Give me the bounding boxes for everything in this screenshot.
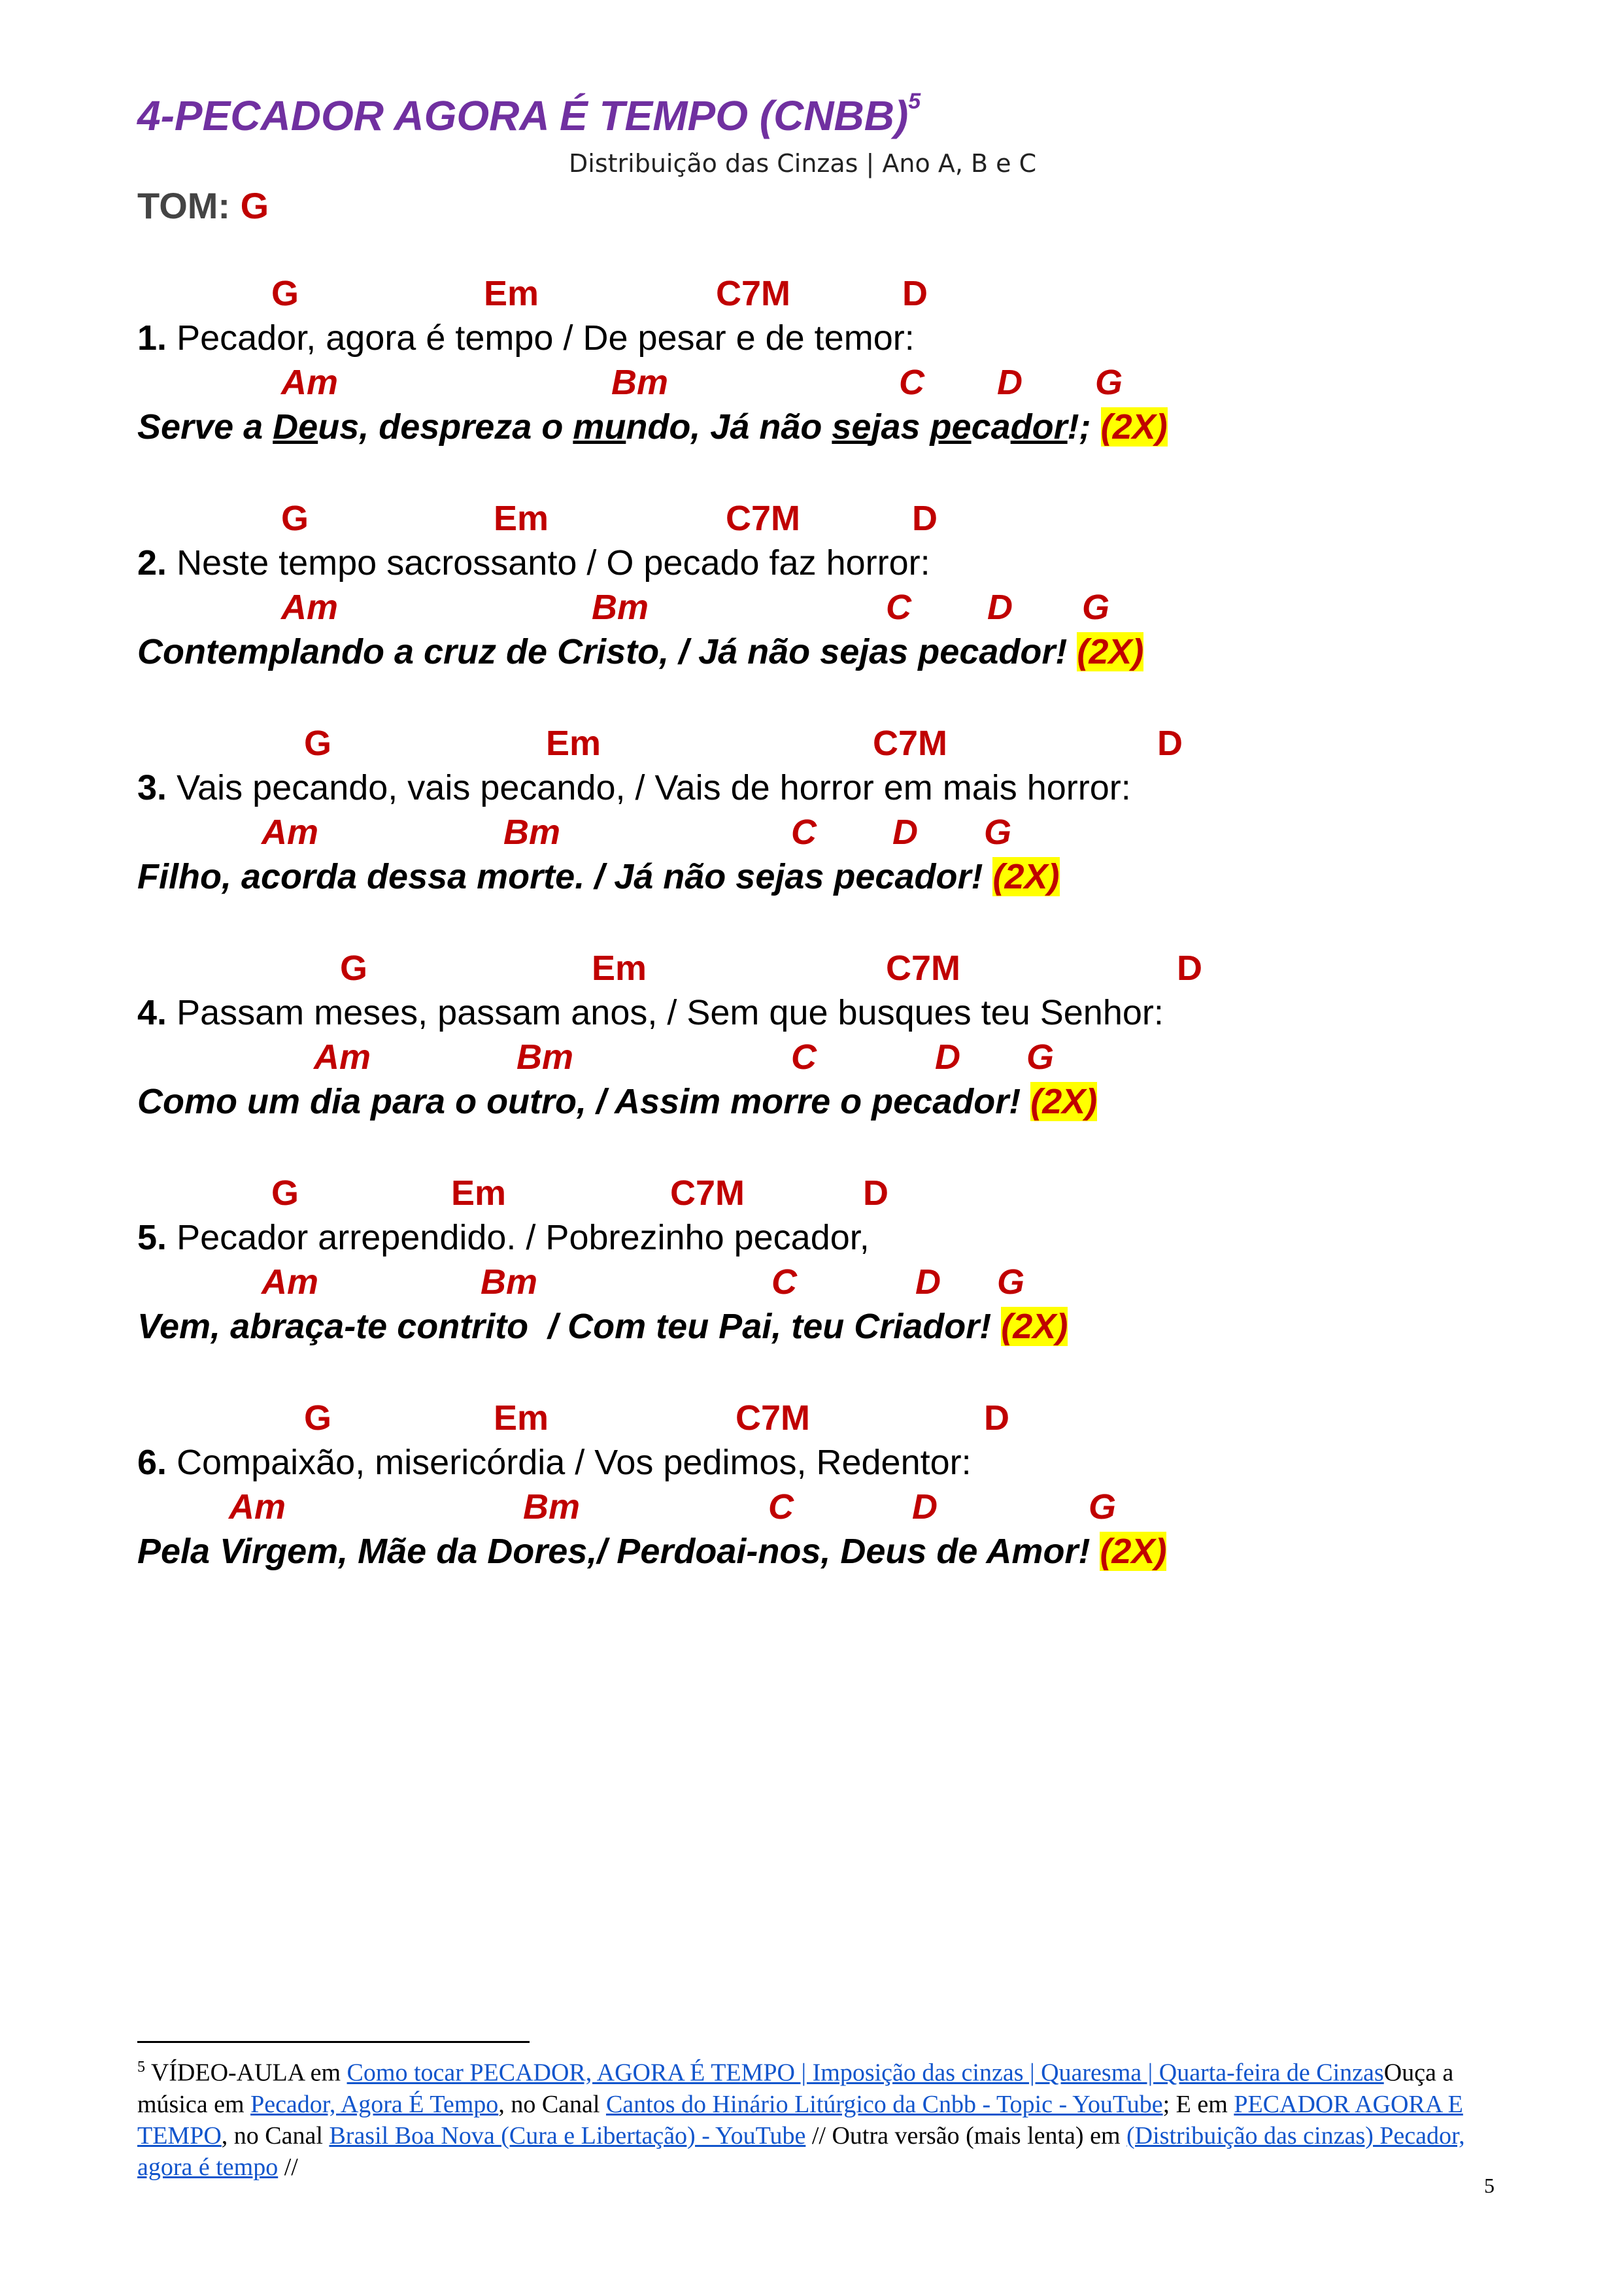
chord: C7M [736,1398,811,1438]
chord: G [997,1262,1025,1302]
song-link[interactable]: Pecador, Agora É Tempo [250,2090,499,2118]
chord: D [912,499,938,538]
repeat-badge: (2X) [1100,407,1168,447]
chord: G [304,724,332,763]
chord: Em [494,499,549,538]
verse-line: 6. Compaixão, misericórdia / Vos pedimos, Redentor: [137,1443,972,1482]
chord: D [863,1173,888,1213]
chord: Bm [503,813,561,852]
chord: D [892,813,918,852]
footnote-ref[interactable]: 5 [908,89,921,114]
chord: D [997,363,1023,402]
chord: Am [262,1262,319,1302]
chord: C [886,588,911,627]
refrain-line: Como um dia para o outro, / Assim morre o pecador! (2X) [137,1082,1098,1121]
chord: G [271,1173,299,1213]
chord: Am [281,363,339,402]
verse-line: 2. Neste tempo sacrossanto / O pecado faz horror: [137,543,930,582]
chord: Bm [611,363,669,402]
verse-line: 5. Pecador arrependido. / Pobrezinho pecador, [137,1218,870,1257]
channel-link-cnbb[interactable]: Cantos do Hinário Litúrgico da Cnbb - Topic - YouTube [605,2090,1163,2118]
chord: G [1082,588,1110,627]
chord: C [771,1262,797,1302]
chord: G [281,499,309,538]
chord: D [1177,949,1202,988]
chord: G [984,813,1012,852]
chord: G [340,949,368,988]
chord: Bm [592,588,649,627]
chord: Bm [516,1037,574,1077]
chord: C7M [670,1173,745,1213]
chord: C7M [716,274,791,313]
verse-line: 3. Vais pecando, vais pecando, / Vais de horror em mais horror: [137,768,1131,807]
chord: C7M [726,499,801,538]
chord: C7M [886,949,961,988]
channel-link-boa-nova[interactable]: Brasil Boa Nova (Cura e Libertação) - YouTube [329,2121,806,2150]
chord: D [984,1398,1009,1438]
song-link-alt[interactable]: PECADOR AGORA E TEMPO [137,2090,1463,2150]
chord: Em [484,274,539,313]
chord: D [987,588,1013,627]
repeat-badge: (2X) [1077,632,1144,671]
chord: Em [451,1173,507,1213]
chord: C [768,1487,794,1527]
footnote: $^5$ VÍDEO-AULA em Como tocar PECADOR, AGORA É TEMPO | Imposição das cinzas | Quaresma | Quarta-feira de CinzasOuça a música em Pecador, Agora É Tempo, no Canal Cantos do Hinário Litúrgico da Cnbb - Topic - YouTube; E em PECADOR AGORA E TEMPO, no Canal Brasil Boa Nova (Cura e Libertação) - YouTube // Outra versão (mais lenta) em (Distribuição das cinzas) Pecador, agora é tempo // [137,2059,1465,2181]
chord: D [915,1262,941,1302]
chord: G [1026,1037,1055,1077]
subtitle: Distribuição das Cinzas | Ano A, B e C [569,149,1037,178]
refrain-line: Pela Virgem, Mãe da Dores,/ Perdoai-nos, Deus de Amor! (2X) [137,1532,1167,1571]
chord: D [935,1037,960,1077]
chord: D [1157,724,1183,763]
chord: D [902,274,928,313]
repeat-badge: (2X) [1100,1532,1167,1571]
page-number: 5 [1484,2174,1495,2197]
chord: Am [281,588,339,627]
verse-line: 4. Passam meses, passam anos, / Sem que busques teu Senhor: [137,993,1164,1032]
verse-line: 1. Pecador, agora é tempo / De pesar e de temor: [137,318,915,358]
chord: D [912,1487,938,1527]
chord: Em [546,724,601,763]
repeat-badge: (2X) [1001,1307,1068,1346]
chord: Bm [481,1262,538,1302]
chord: C7M [873,724,948,763]
refrain-line: Contemplando a cruz de Cristo, / Já não sejas pecador! (2X) [137,632,1144,671]
chord: C [899,363,924,402]
key-label: TOM: [137,185,231,226]
chord: Em [494,1398,549,1438]
chord: G [304,1398,332,1438]
chord: Am [314,1037,371,1077]
refrain-line: Vem, abraça-te contrito / Com teu Pai, teu Criador! (2X) [137,1307,1068,1346]
chord: G [1089,1487,1117,1527]
repeat-badge: (2X) [992,857,1060,896]
chord: C [791,813,817,852]
chord: Am [229,1487,286,1527]
chord: Bm [523,1487,581,1527]
refrain-line: Filho, acorda dessa morte. / Já não sejas pecador! (2X) [137,857,1060,896]
video-lesson-link[interactable]: Como tocar PECADOR, AGORA É TEMPO | Imposição das cinzas | Quaresma | Quarta-feira de Cinzas [347,2059,1384,2087]
chord: G [1095,363,1123,402]
footnote-separator [137,2041,530,2043]
key-line [137,184,269,227]
chord: Am [262,813,319,852]
slow-version-link[interactable]: (Distribuição das cinzas) Pecador, agora é tempo [137,2121,1465,2181]
key-value: G [240,185,269,226]
chord: C [791,1037,817,1077]
song-title: 4-PECADOR AGORA É TEMPO (CNBB)$^5$ [137,89,921,139]
chord: Em [592,949,647,988]
repeat-badge: (2X) [1030,1082,1098,1121]
refrain-line: Serve a Deus, despreza o mundo, Já não sejas pecador!; (2X) [137,407,1168,447]
chord: G [271,274,299,313]
